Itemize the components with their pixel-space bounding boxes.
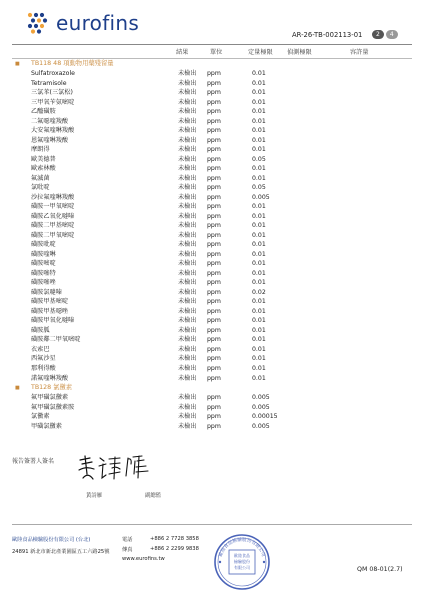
- unit-value: ppm: [207, 326, 221, 334]
- table-row: [12, 278, 412, 288]
- table-row: [12, 164, 412, 174]
- analyte-name: 磺胺胍: [31, 326, 50, 334]
- result-value: 未檢出: [178, 79, 197, 87]
- col-result: 結果: [176, 49, 189, 56]
- result-value: 未檢出: [178, 394, 197, 402]
- loq-value: 0.005: [252, 193, 270, 201]
- section-title: TB118 48 項動物用藥殘留量: [31, 60, 114, 67]
- table-row: [12, 240, 412, 250]
- result-value: 未檢出: [178, 269, 197, 277]
- eurofins-dots-icon: [26, 12, 52, 34]
- signer-name: 黃詩雁: [86, 493, 103, 499]
- loq-value: 0.00015: [252, 413, 278, 421]
- unit-value: ppm: [207, 364, 221, 372]
- result-value: 未檢出: [178, 98, 197, 106]
- table-row: [12, 88, 412, 98]
- loq-value: 0.01: [252, 98, 266, 106]
- result-value: 未檢出: [178, 307, 197, 315]
- table-row: [12, 202, 412, 212]
- analyte-name: 衣索巴: [31, 345, 50, 353]
- analyte-name: 磺胺鄰二甲氧嘧啶: [31, 336, 81, 344]
- loq-value: 0.005: [252, 403, 270, 411]
- unit-value: ppm: [207, 165, 221, 173]
- section-header: [12, 59, 412, 69]
- col-mdl: 偵測極限: [287, 49, 312, 56]
- form-number: QM 08-01(2.7): [357, 566, 403, 573]
- result-value: 未檢出: [178, 317, 197, 325]
- table-row: [12, 250, 412, 260]
- unit-value: ppm: [207, 307, 221, 315]
- table-row: [12, 364, 412, 374]
- analyte-name: 磺胺噻特: [31, 269, 56, 277]
- loq-value: 0.01: [252, 212, 266, 220]
- result-value: 未檢出: [178, 146, 197, 154]
- unit-value: ppm: [207, 127, 221, 135]
- table-row: [12, 297, 412, 307]
- unit-value: ppm: [207, 288, 221, 296]
- analyte-name: 磺胺氯噠嗪: [31, 288, 62, 296]
- analyte-name: 摩朗得: [31, 146, 50, 154]
- analyte-name: 磺胺一甲氧嘧啶: [31, 203, 75, 211]
- loq-value: 0.05: [252, 155, 266, 163]
- table-row: [12, 136, 412, 146]
- result-value: 未檢出: [178, 174, 197, 182]
- loq-value: 0.02: [252, 288, 266, 296]
- loq-value: 0.01: [252, 108, 266, 116]
- loq-value: 0.01: [252, 127, 266, 135]
- analyte-name: 乙醯磺胺: [31, 108, 56, 116]
- result-value: 未檢出: [178, 70, 197, 77]
- unit-value: ppm: [207, 174, 221, 182]
- result-value: 未檢出: [178, 241, 197, 249]
- loq-value: 0.01: [252, 364, 266, 372]
- unit-value: ppm: [207, 89, 221, 97]
- analyte-name: Tetramisole: [31, 79, 67, 87]
- result-value: 未檢出: [178, 279, 197, 287]
- page-total-badge: 4: [386, 30, 398, 39]
- unit-value: ppm: [207, 317, 221, 325]
- unit-value: ppm: [207, 345, 221, 353]
- result-value: 未檢出: [178, 326, 197, 334]
- analyte-name: 磺胺二甲基嘧啶: [31, 222, 75, 230]
- unit-value: ppm: [207, 269, 221, 277]
- unit-value: ppm: [207, 298, 221, 306]
- page-current-badge: 2: [372, 30, 384, 39]
- unit-value: ppm: [207, 212, 221, 220]
- footer-address: 24891 新北市新北產業園區五工六路25號: [12, 549, 110, 555]
- loq-value: 0.01: [252, 279, 266, 287]
- section-bullet-icon: ■: [15, 385, 20, 392]
- report-id: AR-26-TB-002113-01: [292, 31, 363, 39]
- handwritten-signature: [76, 452, 156, 484]
- result-value: 未檢出: [178, 89, 197, 97]
- table-row: [12, 183, 412, 193]
- loq-value: 0.01: [252, 165, 266, 173]
- loq-value: 0.01: [252, 174, 266, 182]
- table-row: [12, 231, 412, 241]
- analyte-name: Sulfatroxazole: [31, 70, 75, 77]
- loq-value: 0.01: [252, 269, 266, 277]
- svg-text:檢驗股份: 檢驗股份: [234, 559, 250, 564]
- table-row: [12, 259, 412, 269]
- analyte-name: 磺胺噻唑: [31, 279, 56, 287]
- analyte-name: 歐索林酸: [31, 165, 56, 173]
- analyte-name: 西氟沙星: [31, 355, 56, 363]
- footer-tel-label: 電話: [122, 537, 133, 543]
- result-value: 未檢出: [178, 231, 197, 239]
- result-value: 未檢出: [178, 355, 197, 363]
- unit-value: ppm: [207, 203, 221, 211]
- footer-tel: +886 2 7728 3858: [150, 536, 199, 542]
- unit-value: ppm: [207, 146, 221, 154]
- result-value: 未檢出: [178, 403, 197, 411]
- company-seal-stamp: [212, 532, 272, 592]
- section-title: TB128 氯黴素: [31, 384, 73, 392]
- unit-value: ppm: [207, 413, 221, 421]
- footer-company: 歐陸食品檢驗股份有限公司 (台北): [12, 537, 91, 543]
- table-row: [12, 221, 412, 231]
- footer-fax: +886 2 2299 9838: [150, 546, 199, 552]
- brand-name: eurofins: [56, 11, 140, 35]
- table-row: [12, 126, 412, 136]
- result-value: 未檢出: [178, 184, 197, 192]
- analyte-name: 氟甲磺氯黴素胺: [31, 403, 75, 411]
- footer-website: www.eurofins.tw: [122, 556, 165, 562]
- footer-fax-label: 傳真: [122, 547, 133, 553]
- result-value: 未檢出: [178, 288, 197, 296]
- unit-value: ppm: [207, 355, 221, 363]
- analyte-name: 氯吡啶: [31, 184, 50, 192]
- loq-value: 0.01: [252, 146, 266, 154]
- analyte-name: 甲磺氯黴素: [31, 422, 62, 430]
- table-row: [12, 107, 412, 117]
- result-value: 未檢出: [178, 422, 197, 430]
- analyte-name: 磺胺二甲氧嘧啶: [31, 231, 75, 239]
- table-row: [12, 412, 412, 422]
- loq-value: 0.01: [252, 260, 266, 268]
- loq-value: 0.01: [252, 336, 266, 344]
- col-limit: 容許量: [350, 49, 369, 56]
- signature-label: 報告簽署人簽名: [12, 458, 55, 465]
- unit-value: ppm: [207, 336, 221, 344]
- table-row: [12, 193, 412, 203]
- result-value: 未檢出: [178, 250, 197, 258]
- unit-value: ppm: [207, 117, 221, 125]
- loq-value: 0.01: [252, 231, 266, 239]
- analyte-name: 磺胺甲氧化噠嗪: [31, 317, 75, 325]
- col-unit: 單位: [210, 49, 223, 56]
- loq-value: 0.005: [252, 422, 270, 430]
- loq-value: 0.01: [252, 117, 266, 125]
- loq-value: 0.01: [252, 345, 266, 353]
- loq-value: 0.01: [252, 70, 266, 77]
- unit-value: ppm: [207, 108, 221, 116]
- table-row: [12, 212, 412, 222]
- unit-value: ppm: [207, 136, 221, 144]
- unit-value: ppm: [207, 184, 221, 192]
- analyte-name: 磺胺嘧啶: [31, 260, 56, 268]
- page-indicator: [372, 30, 398, 39]
- unit-value: ppm: [207, 394, 221, 402]
- table-row: [12, 269, 412, 279]
- result-value: 未檢出: [178, 165, 197, 173]
- table-row: [12, 98, 412, 108]
- loq-value: 0.01: [252, 250, 266, 258]
- table-row: [12, 145, 412, 155]
- unit-value: ppm: [207, 231, 221, 239]
- analyte-name: 磺胺吡啶: [31, 241, 56, 249]
- analyte-name: 氟滅菌: [31, 174, 50, 182]
- loq-value: 0.01: [252, 298, 266, 306]
- unit-value: ppm: [207, 260, 221, 268]
- table-row: [12, 307, 412, 317]
- unit-value: ppm: [207, 79, 221, 87]
- loq-value: 0.01: [252, 136, 266, 144]
- analyte-name: 氯黴素: [31, 413, 50, 421]
- table-row: [12, 117, 412, 127]
- eurofins-logo: [26, 11, 139, 35]
- table-row: [12, 422, 412, 432]
- analyte-name: 大安氟喹啉羧酸: [31, 127, 75, 135]
- table-row: [12, 69, 412, 79]
- analyte-name: 沙拉氟喹啉羧酸: [31, 193, 75, 201]
- result-value: 未檢出: [178, 203, 197, 211]
- analyte-name: 那利得酸: [31, 364, 56, 372]
- analyte-name: 磺胺甲基噁唑: [31, 307, 69, 315]
- analyte-name: 三甲氧苄氨嘧啶: [31, 98, 75, 106]
- unit-value: ppm: [207, 193, 221, 201]
- result-value: 未檢出: [178, 298, 197, 306]
- table-row: [12, 326, 412, 336]
- stamp-arc-text: 歐陸食品檢驗股份有限公司: [218, 537, 266, 558]
- analyte-name: 磺胺乙氧化噠嗪: [31, 212, 75, 220]
- table-row: [12, 345, 412, 355]
- result-value: 未檢出: [178, 212, 197, 220]
- unit-value: ppm: [207, 241, 221, 249]
- table-header: [12, 44, 412, 59]
- unit-value: ppm: [207, 403, 221, 411]
- unit-value: ppm: [207, 374, 221, 382]
- result-value: 未檢出: [178, 345, 197, 353]
- result-value: 未檢出: [178, 222, 197, 230]
- table-row: [12, 155, 412, 165]
- unit-value: ppm: [207, 222, 221, 230]
- result-value: 未檢出: [178, 364, 197, 372]
- footer-divider: [12, 524, 412, 525]
- loq-value: 0.01: [252, 317, 266, 325]
- loq-value: 0.01: [252, 326, 266, 334]
- table-row: [12, 403, 412, 413]
- result-value: 未檢出: [178, 127, 197, 135]
- section-header: [12, 383, 412, 393]
- svg-text:歐陸食品: 歐陸食品: [234, 553, 250, 558]
- result-value: 未檢出: [178, 108, 197, 116]
- loq-value: 0.01: [252, 241, 266, 249]
- result-value: 未檢出: [178, 155, 197, 163]
- analyte-name: 歐美德普: [31, 155, 56, 163]
- loq-value: 0.01: [252, 222, 266, 230]
- signer-title: 副總監: [145, 493, 162, 499]
- analyte-name: 三氯苯(三氯松): [31, 89, 73, 97]
- unit-value: ppm: [207, 250, 221, 258]
- table-row: [12, 288, 412, 298]
- analyte-name: 氟甲磺氯黴素: [31, 394, 69, 402]
- analyte-name: 磺胺喹啉: [31, 250, 56, 258]
- loq-value: 0.01: [252, 355, 266, 363]
- table-row: [12, 354, 412, 364]
- loq-value: 0.01: [252, 203, 266, 211]
- table-row: [12, 79, 412, 89]
- result-value: 未檢出: [178, 136, 197, 144]
- table-row: [12, 374, 412, 384]
- result-value: 未檢出: [178, 193, 197, 201]
- result-value: 未檢出: [178, 260, 197, 268]
- table-row: [12, 393, 412, 403]
- analyte-name: 二氟噁喹羧酸: [31, 117, 69, 125]
- results-table: [12, 59, 412, 431]
- unit-value: ppm: [207, 422, 221, 430]
- unit-value: ppm: [207, 70, 221, 77]
- unit-value: ppm: [207, 98, 221, 106]
- result-value: 未檢出: [178, 336, 197, 344]
- analyte-name: 磺胺甲基嘧啶: [31, 298, 69, 306]
- section-bullet-icon: ■: [15, 61, 20, 67]
- table-row: [12, 316, 412, 326]
- table-row: [12, 174, 412, 184]
- svg-text:有限公司: 有限公司: [234, 565, 250, 570]
- loq-value: 0.01: [252, 374, 266, 382]
- loq-value: 0.05: [252, 184, 266, 192]
- loq-value: 0.01: [252, 89, 266, 97]
- result-value: 未檢出: [178, 413, 197, 421]
- analyte-name: 諾氟喹啉羧酸: [31, 374, 69, 382]
- table-row: [12, 335, 412, 345]
- col-loq: 定量極限: [248, 49, 273, 56]
- loq-value: 0.01: [252, 79, 266, 87]
- analyte-name: 恩氟喹啉羧酸: [31, 136, 69, 144]
- unit-value: ppm: [207, 279, 221, 287]
- loq-value: 0.01: [252, 307, 266, 315]
- result-value: 未檢出: [178, 374, 197, 382]
- result-value: 未檢出: [178, 117, 197, 125]
- unit-value: ppm: [207, 155, 221, 163]
- loq-value: 0.005: [252, 394, 270, 402]
